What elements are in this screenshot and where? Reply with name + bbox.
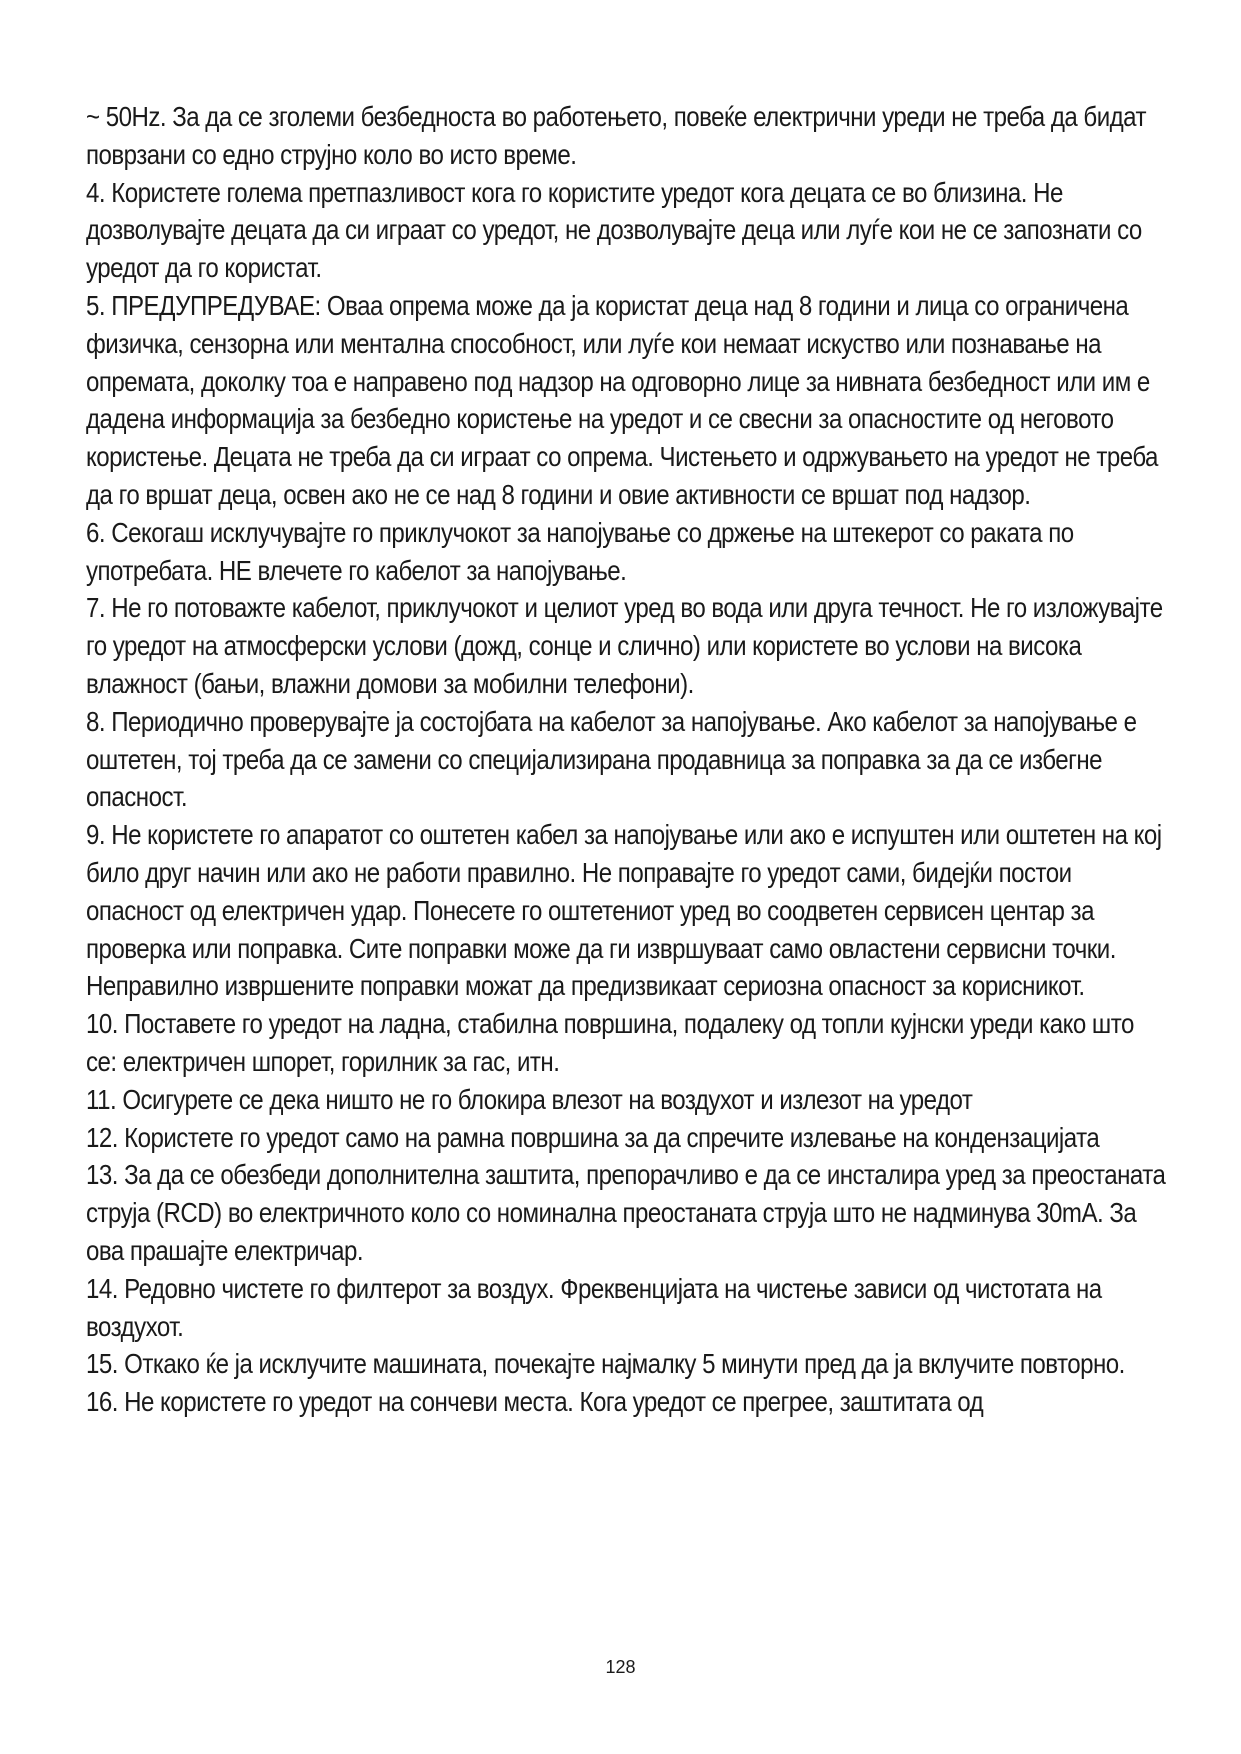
paragraph-item-16: 16. Не користете го уредот на сончеви места. Кога уредот се прегрее, заштитата од [86,1386,984,1418]
paragraph-item-13: 13. За да се обезбеди дополнителна заштита, препорачливо е да се инсталира уред за преостаната струја (RCD) во електричното коло со номинална преостаната струја што не надминува 30mA. За ова прашајте електричар. [86,1159,1166,1266]
paragraph-item-15: 15. Откако ќе ја исклучите машината, почекајте најмалку 5 минути пред да ја вклучите повторно. [86,1348,1125,1380]
paragraph-item-11: 11. Осигурете се дека ништо не го блокира влезот на воздухот и излезот на уредот [86,1083,973,1115]
paragraph-item-10: 10. Поставете го уредот на ладна, стабилна површина, подалеку од топли кујнски уреди како што се: електричен шпорет, горилник за гас, итн. [86,1008,1134,1077]
safety-instructions-text [86,98,1166,1421]
paragraph-item-4: 4. Користете голема претпазливост кога го користите уредот кога децата се во близина. Не дозволувајте децата да си играат со уредот, не дозволувајте деца или луѓе кои не се запознати со уредот да го користат. [86,176,1142,284]
paragraph-item-8: 8. Периодично проверувајте ја состојбата на кабелот за напојување. Ако кабелот за напојување е оштетен, тој треба да се замени со специјализирана продавница за поправка за да се избегне опасност. [86,705,1137,813]
paragraph-item-6: 6. Секогаш исклучувајте го приклучокот за напојување со држење на штекерот со раката по употребата. НЕ влечете го кабелот за напојување. [86,516,1074,586]
paragraph-continuation: ~ 50Hz. За да се зголеми безбедноста во работењето, повеќе електрични уреди не треба да бидат поврзани со едно струјно коло во исто време. [86,101,1147,170]
paragraph-item-7: 7. Не го потоважте кабелот, приклучокот и целиот уред во вода или друга течност. Не го изложувајте го уредот на атмосферски услови (дожд, сонце и слично) или користете во услови на висока влажност (бањи, влажни домови за мобилни телефони). [86,592,1163,699]
page-number: 128 [605,1657,636,1677]
paragraph-item-9: 9. Не користете го апаратот со оштетен кабел за напојување или ако е испуштен или оштетен на кој било друг начин или ако не работи правилно. Не поправајте го уредот сами, бидејќи постои опасност од електричен удар. Понесете го оштетениот уред во соодветен сервисен центар за проверка или поправка. Сите поправки може да ги извршуваат само овластени сервисни точки. Неправилно извршените поправки можат да предизвикаат сериозна опасност за корисникот. [86,819,1162,1002]
paragraph-item-12: 12. Користете го уредот само на рамна површина за да спречите излевање на кондензацијата [86,1121,1100,1153]
paragraph-item-14: 14. Редовно чистете го филтерот за воздух. Фреквенцијата на чистење зависи од чистотата на воздухот. [86,1272,1102,1342]
paragraph-item-5: 5. ПРЕДУПРЕДУВАЕ: Оваа опрема може да ја користат деца над 8 години и лица со ограничена физичка, сензорна или ментална способност, или луѓе кои немаат искуство или познавање на опремата, доколку тоа е направено под надзор на одговорно лице за нивната безбедност или им е дадена информација за безбедно користење на уредот и се свесни за опасностите од неговото користење. Децата не треба да си играат со опрема. Чистењето и одржувањето на уредот не треба да го вршат деца, освен ако не се над 8 години и овие активности се вршат под надзор. [86,289,1158,510]
